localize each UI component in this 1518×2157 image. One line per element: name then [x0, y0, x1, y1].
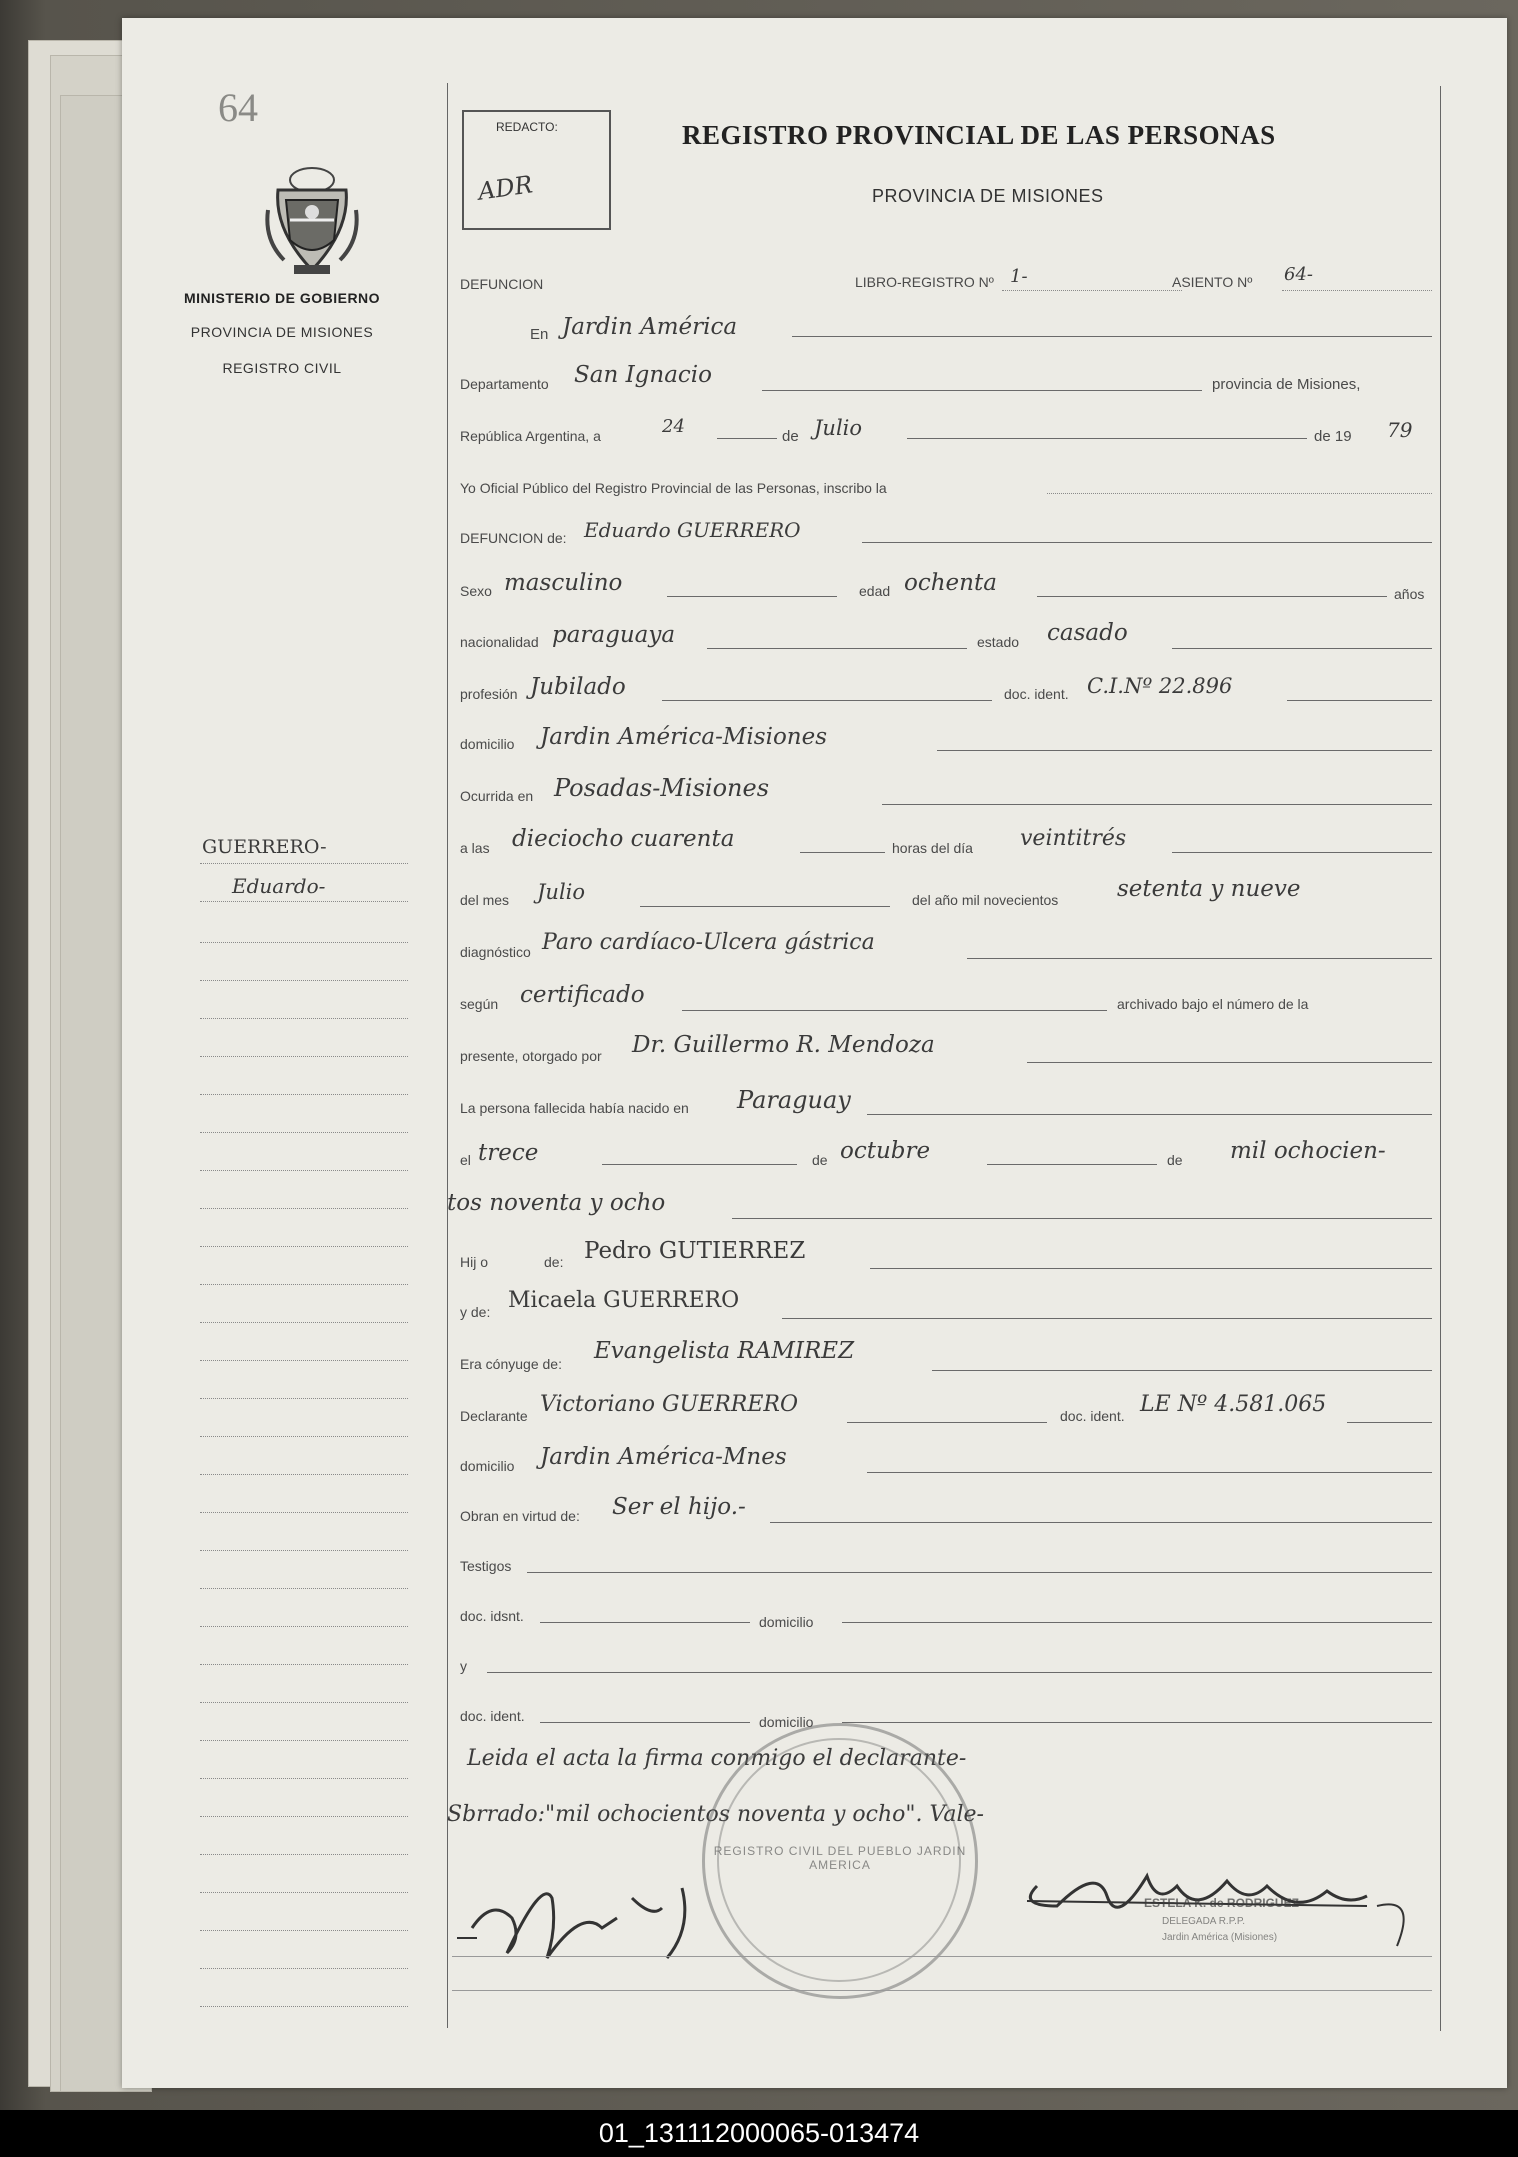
- libro-label: LIBRO-REGISTRO Nº: [855, 274, 994, 290]
- coat-of-arms-icon: [264, 160, 360, 285]
- province-name: PROVINCIA DE MISIONES: [190, 324, 374, 340]
- segun-label: según: [460, 996, 499, 1012]
- obran-value: Ser el hijo.-: [612, 1494, 746, 1520]
- redacto-box: [462, 110, 611, 230]
- sexo-value: masculino: [504, 570, 623, 596]
- anio-mil-value: setenta y nueve: [1117, 876, 1301, 902]
- domicilio-value: Jardin América-Misiones: [540, 724, 828, 750]
- document-title: REGISTRO PROVINCIAL DE LAS PERSONAS: [682, 120, 1276, 150]
- defuncion-de-label: DEFUNCION de:: [460, 530, 567, 546]
- conyuge-label: Era cónyuge de:: [460, 1356, 562, 1372]
- declarante-doc-value: LE Nº 4.581.065: [1140, 1392, 1327, 1417]
- declarante-doc-label: doc. ident.: [1060, 1408, 1125, 1424]
- hijo-value: Pedro GUTIERREZ: [584, 1238, 806, 1264]
- signature-stamp-line1: ESTELA K. de RODRIGUEZ: [1144, 1896, 1299, 1910]
- obran-label: Obran en virtud de:: [460, 1508, 580, 1524]
- nacionalidad-value: paraguaya: [552, 622, 676, 648]
- dia-value: veintitrés: [1020, 826, 1127, 851]
- profesion-label: profesión: [460, 686, 518, 702]
- fecha-mes: Julio: [814, 416, 863, 440]
- closing-line2: Sbrrado:"mil ochocientos noventa y ocho". Vale-: [447, 1802, 984, 1827]
- testigo2-domicilio-label: domicilio: [759, 1714, 814, 1730]
- horas-label: horas del día: [892, 840, 973, 856]
- anio-continuacion: tos noventa y ocho: [447, 1190, 666, 1216]
- el-label: el: [460, 1152, 471, 1168]
- mes-label: del mes: [460, 892, 510, 908]
- el-de1-label: de: [812, 1152, 828, 1168]
- document-subtitle: PROVINCIA DE MISIONES: [872, 186, 1104, 206]
- anos-label: años: [1394, 586, 1425, 602]
- edad-value: ochenta: [904, 570, 997, 596]
- el-mes: octubre: [840, 1138, 931, 1164]
- y-de-label: y de:: [460, 1304, 491, 1320]
- fecha-anio: 79: [1387, 418, 1413, 442]
- el-de2-label: de: [1167, 1152, 1183, 1168]
- left-frame-line: [447, 83, 448, 2028]
- presente-label: presente, otorgado por: [460, 1048, 602, 1064]
- defuncion-de-value: Eduardo GUERRERO: [584, 518, 801, 542]
- segun-value: certificado: [520, 982, 645, 1008]
- departamento-label: Departamento: [460, 376, 549, 392]
- declarante-value: Victoriano GUERRERO: [540, 1392, 798, 1417]
- signature-stamp-line2: DELEGADA R.P.P.: [1162, 1916, 1246, 1927]
- fecha-dia: 24: [662, 416, 685, 437]
- scan-id-footer: 01_131112000065-013474: [0, 2110, 1518, 2157]
- registry-stamp-text: REGISTRO CIVIL DEL PUEBLO JARDIN AMERICA: [713, 1844, 967, 1872]
- record-type: DEFUNCION: [460, 276, 544, 292]
- y-de-value: Micaela GUERRERO: [508, 1288, 740, 1313]
- profesion-doc-value: C.I.Nº 22.896: [1087, 674, 1233, 698]
- conyuge-value: Evangelista RAMIREZ: [594, 1338, 855, 1364]
- page-number: 64: [218, 85, 258, 130]
- libro-value: 1-: [1010, 266, 1028, 287]
- presente-value: Dr. Guillermo R. Mendoza: [632, 1032, 935, 1058]
- declarant-signature-icon: [452, 1858, 782, 1968]
- ministry-name: MINISTERIO DE GOBIERNO: [183, 290, 381, 306]
- signature-stamp-line3: Jardin América (Misiones): [1162, 1932, 1278, 1943]
- hijo-label: [460, 1254, 488, 1270]
- right-frame-line: [1440, 86, 1441, 2031]
- declarante-label: Declarante: [460, 1408, 528, 1424]
- estado-value: casado: [1047, 620, 1128, 646]
- register-page: [122, 18, 1507, 2088]
- domicilio-label: domicilio: [460, 736, 515, 752]
- a-las-label: a las: [460, 840, 490, 856]
- testigo1-domicilio-label: domicilio: [759, 1614, 814, 1630]
- hijo-label-ending: o: [480, 1254, 489, 1270]
- mes-value: Julio: [537, 880, 586, 904]
- ocurrida-label: Ocurrida en: [460, 788, 534, 804]
- profesion-doc-label: doc. ident.: [1004, 686, 1069, 702]
- archivado-label: archivado bajo el número de la: [1117, 996, 1309, 1012]
- redacto-initials: ADR: [476, 170, 535, 206]
- asiento-label: ASIENTO Nº: [1172, 274, 1253, 290]
- fecha-label: República Argentina, a: [460, 428, 601, 444]
- provincia-suffix: provincia de Misiones,: [1212, 376, 1361, 393]
- testigo2-y-label: y: [460, 1658, 467, 1674]
- hijo-label-stem: Hij: [460, 1254, 477, 1270]
- a-las-value: dieciocho cuarenta: [512, 826, 735, 852]
- testigo1-doc-label: doc. idsnt.: [460, 1608, 524, 1624]
- el-dia: trece: [478, 1140, 539, 1166]
- el-anio-parte1: mil ochocien-: [1230, 1138, 1386, 1164]
- civil-registry-label: REGISTRO CIVIL: [222, 360, 342, 376]
- hijo-de-label: de:: [544, 1254, 564, 1270]
- redacto-label: REDACTO:: [496, 120, 558, 134]
- departamento-value: San Ignacio: [574, 362, 713, 388]
- yo-oficial-text: Yo Oficial Público del Registro Provincial de las Personas, inscribo la: [460, 480, 887, 496]
- margin-given-name: Eduardo-: [232, 874, 326, 898]
- closing-line1: Leida el acta la firma conmigo el declarante-: [467, 1746, 967, 1771]
- testigos-label: Testigos: [460, 1558, 512, 1574]
- anio-mil-label: del año mil novecientos: [912, 892, 1059, 908]
- sexo-label: Sexo: [460, 583, 492, 599]
- ocurrida-value: Posadas-Misiones: [554, 774, 770, 802]
- profesion-value: Jubilado: [530, 674, 626, 700]
- estado-label: estado: [977, 634, 1020, 650]
- fecha-anio-label: de 19: [1314, 428, 1352, 445]
- diagnostico-label: diagnóstico: [460, 944, 531, 960]
- domicilio-declarante-label: domicilio: [460, 1458, 515, 1474]
- diagnostico-value: Paro cardíaco-Ulcera gástrica: [542, 930, 875, 955]
- edad-label: edad: [859, 583, 891, 599]
- nacido-en-value: Paraguay: [737, 1086, 851, 1114]
- asiento-value: 64-: [1284, 264, 1313, 285]
- domicilio-declarante-value: Jardin América-Mnes: [540, 1444, 787, 1470]
- nacido-en-label: La persona fallecida había nacido en: [460, 1100, 689, 1116]
- margin-surname: GUERRERO-: [202, 836, 327, 858]
- fecha-de-label: de: [782, 428, 799, 445]
- en-value: Jardin América: [562, 314, 738, 340]
- en-label: En: [530, 326, 549, 343]
- testigo2-doc-label: doc. ident.: [460, 1708, 525, 1724]
- nacionalidad-label: nacionalidad: [460, 634, 539, 650]
